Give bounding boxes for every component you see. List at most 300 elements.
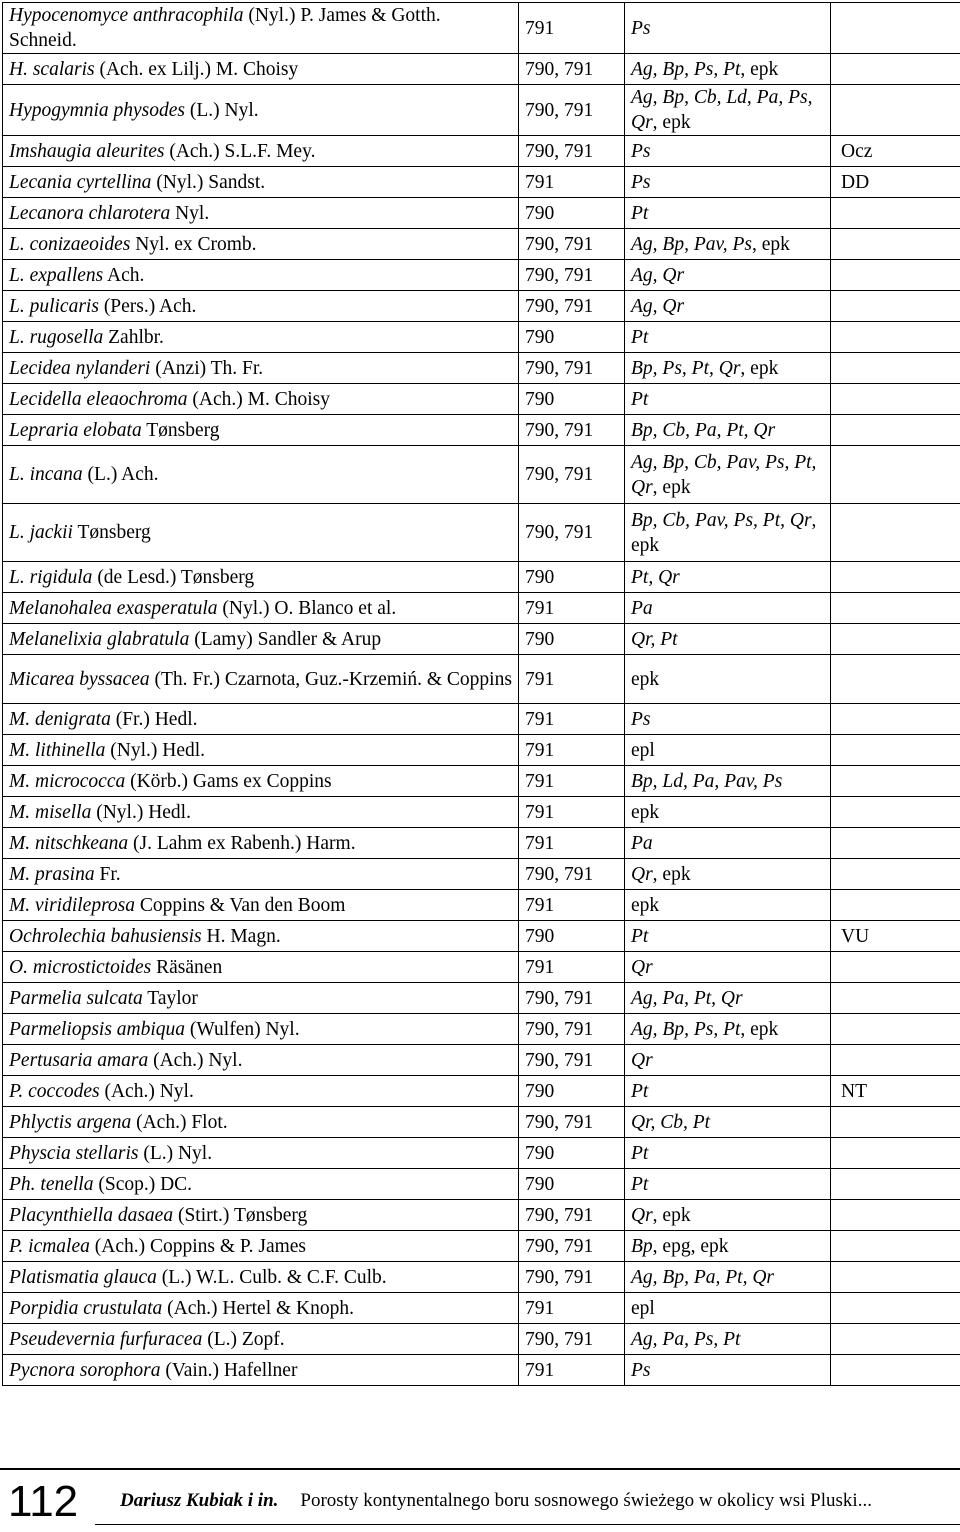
substrate-cell — [625, 1324, 831, 1355]
atpol-squares-cell: 790 — [519, 624, 625, 655]
table-row — [3, 704, 960, 735]
table-row — [3, 1014, 960, 1045]
species-name-cell — [3, 85, 519, 136]
substrate-cell — [625, 1200, 831, 1231]
species-epithet: L. rigidula — [9, 566, 93, 588]
author-citation: (de Lesd.) Tønsberg — [92, 566, 255, 588]
threat-status-cell — [831, 593, 960, 624]
species-epithet: Placynthiella dasaea — [9, 1204, 174, 1226]
species-epithet: M. denigrata — [9, 708, 111, 730]
species-name-cell — [3, 384, 519, 415]
species-epithet: Pycnora sorophora — [9, 1359, 161, 1381]
species-name-cell — [3, 229, 519, 260]
table-row — [3, 384, 960, 415]
species-name-cell — [3, 704, 519, 735]
species-name-cell — [3, 735, 519, 766]
table-row — [3, 353, 960, 384]
table-row — [3, 624, 960, 655]
substrate-text: Bp, Ps, Pt, Qr — [631, 357, 741, 379]
substrate-cell — [625, 921, 831, 952]
author-citation: (Anzi) Th. Fr. — [150, 357, 264, 379]
atpol-squares-cell: 790 — [519, 1138, 625, 1169]
author-citation: (L.) W.L. Culb. & C.F. Culb. — [156, 1266, 387, 1288]
substrate-text: Pt — [631, 1080, 649, 1102]
species-epithet: Lecanora chlarotera — [9, 202, 171, 224]
threat-status-cell — [831, 198, 960, 229]
atpol-squares-cell: 790, 791 — [519, 1324, 625, 1355]
author-citation: Fr. — [94, 863, 121, 885]
substrate-cell — [625, 890, 831, 921]
species-epithet: Lecidella eleaochroma — [9, 388, 188, 410]
species-epithet: Phlyctis argena — [9, 1111, 132, 1133]
threat-status-cell — [831, 1138, 960, 1169]
substrate-text: Bp, Cb, Pav, Ps, Pt, Qr — [631, 509, 812, 531]
atpol-squares-cell: 791 — [519, 593, 625, 624]
substrate-cell — [625, 593, 831, 624]
threat-status-cell — [831, 562, 960, 593]
species-name-cell — [3, 1324, 519, 1355]
substrate-text: Bp — [631, 1235, 653, 1257]
species-name-cell — [3, 562, 519, 593]
species-name-cell — [3, 1014, 519, 1045]
threat-status-cell — [831, 85, 960, 136]
substrate-text: Ps — [631, 171, 651, 193]
substrate-cell — [625, 859, 831, 890]
species-name-cell — [3, 983, 519, 1014]
table-row — [3, 983, 960, 1014]
atpol-squares-cell: 790, 791 — [519, 859, 625, 890]
species-table — [2, 2, 960, 1386]
substrate-cell — [625, 655, 831, 704]
species-epithet: O. microstictoides — [9, 956, 152, 978]
threat-status-cell — [831, 859, 960, 890]
threat-status-cell: VU — [831, 921, 960, 952]
author-citation: (Ach.) S.L.F. Mey. — [164, 140, 316, 162]
substrate-text: , epk — [740, 1018, 779, 1040]
table-row — [3, 1138, 960, 1169]
atpol-squares-cell: 790, 791 — [519, 1262, 625, 1293]
threat-status-cell — [831, 1355, 960, 1386]
page-number: 112 — [8, 1477, 79, 1526]
substrate-text: epk — [631, 894, 660, 916]
author-citation: (Ach.) M. Choisy — [187, 388, 330, 410]
table-row — [3, 593, 960, 624]
species-name-cell — [3, 198, 519, 229]
threat-status-cell — [831, 1169, 960, 1200]
species-epithet: Lepraria elobata — [9, 419, 142, 441]
author-citation: (J. Lahm ex Rabenh.) Harm. — [128, 832, 356, 854]
substrate-text: Pt — [631, 1142, 649, 1164]
species-name-cell — [3, 1262, 519, 1293]
species-epithet: Hypocenomyce anthracophila — [9, 5, 244, 26]
species-epithet: M. micrococca — [9, 770, 126, 792]
species-epithet: L. rugosella — [9, 326, 104, 348]
threat-status-cell: DD — [831, 167, 960, 198]
threat-status-cell — [831, 446, 960, 504]
substrate-text: Qr — [631, 1204, 653, 1226]
table-row — [3, 921, 960, 952]
author-citation: (Ach.) Coppins & P. James — [89, 1235, 307, 1257]
species-name-cell — [3, 766, 519, 797]
substrate-cell — [625, 167, 831, 198]
substrate-cell — [625, 1293, 831, 1324]
threat-status-cell — [831, 952, 960, 983]
atpol-squares-cell: 790, 791 — [519, 446, 625, 504]
author-citation: (Fr.) Hedl. — [110, 708, 198, 730]
atpol-squares-cell: 790, 791 — [519, 136, 625, 167]
atpol-squares-cell: 791 — [519, 766, 625, 797]
author-citation: (Nyl.) Hedl. — [91, 801, 191, 823]
species-name-cell — [3, 1231, 519, 1262]
species-name-cell — [3, 1200, 519, 1231]
author-citation: (Wulfen) Nyl. — [185, 1018, 300, 1040]
substrate-cell — [625, 828, 831, 859]
atpol-squares-cell: 791 — [519, 735, 625, 766]
substrate-text: Qr — [631, 956, 653, 978]
substrate-cell — [625, 54, 831, 85]
atpol-squares-cell: 790, 791 — [519, 54, 625, 85]
substrate-cell — [625, 353, 831, 384]
table-row — [3, 890, 960, 921]
species-name-cell — [3, 167, 519, 198]
table-row — [3, 1200, 960, 1231]
author-citation: Ach. — [103, 264, 145, 286]
running-footer — [120, 1490, 872, 1512]
substrate-cell — [625, 1014, 831, 1045]
species-epithet: Micarea byssacea — [9, 668, 150, 690]
substrate-cell — [625, 797, 831, 828]
species-epithet: M. misella — [9, 801, 92, 823]
atpol-squares-cell: 790, 791 — [519, 1045, 625, 1076]
threat-status-cell — [831, 54, 960, 85]
threat-status-cell — [831, 828, 960, 859]
substrate-cell — [625, 415, 831, 446]
species-table-body — [3, 3, 960, 1386]
atpol-squares-cell: 790 — [519, 1076, 625, 1107]
atpol-squares-cell: 790, 791 — [519, 1200, 625, 1231]
species-name-cell — [3, 1107, 519, 1138]
substrate-text: Pt — [631, 326, 649, 348]
substrate-text: Ag, Bp, Pa, Pt, Qr — [631, 1266, 774, 1288]
table-row — [3, 952, 960, 983]
atpol-squares-cell: 790 — [519, 322, 625, 353]
author-citation: Tønsberg — [72, 522, 151, 543]
author-citation: (Lamy) Sandler & Arup — [189, 628, 382, 650]
substrate-text: Ag, Pa, Pt, Qr — [631, 987, 743, 1009]
species-name-cell — [3, 797, 519, 828]
table-row — [3, 655, 960, 704]
atpol-squares-cell: 791 — [519, 167, 625, 198]
substrate-text: Pa — [631, 832, 653, 854]
substrate-text: Qr — [631, 863, 653, 885]
species-name-cell — [3, 504, 519, 562]
author-citation: Nyl. ex Cromb. — [130, 233, 257, 255]
substrate-cell — [625, 1262, 831, 1293]
substrate-cell — [625, 1231, 831, 1262]
atpol-squares-cell: 790, 791 — [519, 1107, 625, 1138]
species-epithet: Hypogymnia physodes — [9, 99, 186, 121]
substrate-cell — [625, 1355, 831, 1386]
species-name-cell — [3, 859, 519, 890]
substrate-text: Pt, Qr — [631, 566, 680, 588]
substrate-text: , epk — [631, 509, 817, 556]
substrate-cell — [625, 952, 831, 983]
substrate-text: , epg, epk — [652, 1235, 729, 1257]
atpol-squares-cell: 790, 791 — [519, 229, 625, 260]
substrate-text: Ps — [631, 17, 651, 39]
substrate-text: epk — [631, 801, 660, 823]
substrate-cell — [625, 504, 831, 562]
author-citation: (Ach.) Flot. — [131, 1111, 228, 1133]
table-row — [3, 1107, 960, 1138]
table-row — [3, 735, 960, 766]
substrate-cell — [625, 446, 831, 504]
substrate-text: Ag, Bp, Ps, Pt — [631, 1018, 741, 1040]
atpol-squares-cell: 791 — [519, 828, 625, 859]
author-citation: (L.) Nyl. — [185, 99, 259, 121]
substrate-text: epl — [631, 1297, 655, 1319]
atpol-squares-cell: 791 — [519, 3, 625, 54]
species-epithet: Lecidea nylanderi — [9, 357, 151, 379]
species-epithet: Parmelia sulcata — [9, 987, 143, 1009]
table-row — [3, 229, 960, 260]
species-epithet: L. jackii — [9, 522, 73, 543]
atpol-squares-cell: 791 — [519, 655, 625, 704]
table-row — [3, 1293, 960, 1324]
species-epithet: Parmeliopsis ambiqua — [9, 1018, 186, 1040]
author-citation: Räsänen — [151, 956, 223, 978]
substrate-cell — [625, 85, 831, 136]
table-row — [3, 859, 960, 890]
species-name-cell — [3, 1045, 519, 1076]
atpol-squares-cell: 790, 791 — [519, 291, 625, 322]
substrate-text: Bp, Ld, Pa, Pav, Ps — [631, 770, 783, 792]
species-name-cell — [3, 322, 519, 353]
threat-status-cell — [831, 353, 960, 384]
table-row — [3, 562, 960, 593]
species-epithet: P. coccodes — [9, 1080, 100, 1102]
species-epithet: L. pulicaris — [9, 295, 99, 317]
table-row — [3, 85, 960, 136]
threat-status-cell — [831, 1014, 960, 1045]
author-citation: (Körb.) Gams ex Coppins — [125, 770, 332, 792]
threat-status-cell — [831, 735, 960, 766]
threat-status-cell — [831, 504, 960, 562]
author-citation: (Vain.) Hafellner — [160, 1359, 298, 1381]
threat-status-cell — [831, 1262, 960, 1293]
threat-status-cell — [831, 1045, 960, 1076]
table-row — [3, 797, 960, 828]
substrate-text: epl — [631, 739, 655, 761]
substrate-text: Pt — [631, 388, 649, 410]
species-name-cell — [3, 1169, 519, 1200]
table-row — [3, 1324, 960, 1355]
substrate-text: Qr, Pt — [631, 628, 678, 650]
species-epithet: M. viridileprosa — [9, 894, 136, 916]
table-row — [3, 136, 960, 167]
species-epithet: M. lithinella — [9, 739, 106, 761]
species-epithet: Ochrolechia bahusiensis — [9, 925, 202, 947]
substrate-cell — [625, 983, 831, 1014]
threat-status-cell — [831, 384, 960, 415]
substrate-cell — [625, 291, 831, 322]
species-epithet: Physcia stellaris — [9, 1142, 139, 1164]
species-epithet: L. conizaeoides — [9, 233, 131, 255]
substrate-text: Ag, Bp, Ps, Pt — [631, 58, 741, 80]
substrate-text: , epk — [740, 58, 779, 80]
atpol-squares-cell: 790, 791 — [519, 983, 625, 1014]
atpol-squares-cell: 791 — [519, 1293, 625, 1324]
table-row — [3, 54, 960, 85]
author-citation: (Scop.) DC. — [93, 1173, 193, 1195]
substrate-cell — [625, 322, 831, 353]
author-citation: Zahlbr. — [103, 326, 164, 348]
substrate-cell — [625, 704, 831, 735]
substrate-cell — [625, 229, 831, 260]
atpol-squares-cell: 790 — [519, 384, 625, 415]
species-name-cell — [3, 353, 519, 384]
author-citation: (L.) Ach. — [82, 464, 159, 485]
threat-status-cell — [831, 1107, 960, 1138]
substrate-cell — [625, 1107, 831, 1138]
author-citation: (Pers.) Ach. — [98, 295, 197, 317]
species-epithet: Melanohalea exasperatula — [9, 597, 218, 619]
author-citation: Tønsberg — [141, 419, 220, 441]
table-row — [3, 3, 960, 54]
substrate-text: , epk — [740, 357, 779, 379]
species-epithet: L. expallens — [9, 264, 104, 286]
author-citation: (Ach.) Nyl. — [99, 1080, 194, 1102]
species-epithet: Ph. tenella — [9, 1173, 94, 1195]
threat-status-cell — [831, 260, 960, 291]
atpol-squares-cell: 790 — [519, 562, 625, 593]
author-citation: (Ach. ex Lilj.) M. Choisy — [94, 58, 299, 80]
author-citation: (L.) Nyl. — [138, 1142, 213, 1164]
threat-status-cell — [831, 1293, 960, 1324]
threat-status-cell — [831, 983, 960, 1014]
species-name-cell — [3, 260, 519, 291]
table-row — [3, 766, 960, 797]
species-name-cell — [3, 136, 519, 167]
table-row — [3, 415, 960, 446]
atpol-squares-cell: 790 — [519, 921, 625, 952]
species-epithet: Pseudevernia furfuracea — [9, 1328, 203, 1350]
substrate-text: Ag, Pa, Ps, Pt — [631, 1328, 741, 1350]
substrate-cell — [625, 3, 831, 54]
substrate-text: Pt — [631, 925, 649, 947]
threat-status-cell — [831, 322, 960, 353]
substrate-cell — [625, 1169, 831, 1200]
substrate-text: Ps — [631, 1359, 651, 1381]
species-name-cell — [3, 952, 519, 983]
table-row — [3, 1076, 960, 1107]
substrate-text: Pt — [631, 1173, 649, 1195]
author-citation: Nyl. — [170, 202, 210, 224]
threat-status-cell — [831, 1200, 960, 1231]
table-row — [3, 446, 960, 504]
threat-status-cell — [831, 291, 960, 322]
atpol-squares-cell: 791 — [519, 797, 625, 828]
substrate-text: Ag, Bp, Pav, Ps — [631, 233, 752, 255]
species-epithet: Melanelixia glabratula — [9, 628, 190, 650]
substrate-text: , epk — [652, 863, 691, 885]
table-row — [3, 322, 960, 353]
species-name-cell — [3, 593, 519, 624]
table-row — [3, 1231, 960, 1262]
author-citation: (Stirt.) Tønsberg — [173, 1204, 308, 1226]
substrate-cell — [625, 1076, 831, 1107]
footer-rule-top — [0, 1468, 960, 1470]
species-name-cell — [3, 54, 519, 85]
threat-status-cell — [831, 655, 960, 704]
threat-status-cell — [831, 766, 960, 797]
atpol-squares-cell: 790, 791 — [519, 504, 625, 562]
species-epithet: Pertusaria amara — [9, 1049, 149, 1071]
author-citation: (Nyl.) Hedl. — [105, 739, 206, 761]
threat-status-cell: NT — [831, 1076, 960, 1107]
author-citation: (Ach.) Nyl. — [148, 1049, 243, 1071]
species-epithet: Lecania cyrtellina — [9, 171, 152, 193]
threat-status-cell — [831, 890, 960, 921]
substrate-text: Bp, Cb, Pa, Pt, Qr — [631, 419, 776, 441]
species-name-cell — [3, 1138, 519, 1169]
threat-status-cell — [831, 3, 960, 54]
substrate-cell — [625, 260, 831, 291]
substrate-text: epk — [631, 668, 660, 690]
author-citation: (Nyl.) P. James & Gotth. Schneid. — [9, 5, 441, 51]
threat-status-cell: Ocz — [831, 136, 960, 167]
threat-status-cell — [831, 797, 960, 828]
atpol-squares-cell: 790, 791 — [519, 353, 625, 384]
species-epithet: Imshaugia aleurites — [9, 140, 165, 162]
substrate-cell — [625, 1138, 831, 1169]
atpol-squares-cell: 790, 791 — [519, 85, 625, 136]
species-name-cell — [3, 828, 519, 859]
table-row — [3, 504, 960, 562]
atpol-squares-cell: 790, 791 — [519, 415, 625, 446]
species-name-cell — [3, 446, 519, 504]
species-name-cell — [3, 624, 519, 655]
substrate-text: Ag, Qr — [631, 264, 685, 286]
species-epithet: M. nitschkeana — [9, 832, 129, 854]
species-epithet: P. icmalea — [9, 1235, 90, 1257]
atpol-squares-cell: 790, 791 — [519, 1014, 625, 1045]
species-name-cell — [3, 1355, 519, 1386]
atpol-squares-cell: 791 — [519, 890, 625, 921]
substrate-cell — [625, 136, 831, 167]
author-citation: Taylor — [142, 987, 198, 1009]
author-citation: (L.) Zopf. — [202, 1328, 285, 1350]
footer-author: Dariusz Kubiak i in. — [120, 1490, 279, 1511]
substrate-text: , epk — [652, 1204, 691, 1226]
footer-title: Porosty kontynentalnego boru sosnowego świeżego w okolicy wsi Pluski... — [300, 1490, 872, 1511]
atpol-squares-cell: 790 — [519, 1169, 625, 1200]
substrate-text: , epk — [751, 233, 790, 255]
table-row — [3, 1355, 960, 1386]
species-name-cell — [3, 291, 519, 322]
species-name-cell — [3, 415, 519, 446]
author-citation: Coppins & Van den Boom — [135, 894, 346, 916]
substrate-text: Ag, Bp, Cb, Pav, Ps, Pt, Qr — [631, 451, 817, 498]
substrate-text: Pt — [631, 202, 649, 224]
substrate-text: , epk — [652, 112, 691, 133]
species-name-cell — [3, 1293, 519, 1324]
substrate-text: Qr, Cb, Pt — [631, 1111, 711, 1133]
atpol-squares-cell: 791 — [519, 1355, 625, 1386]
author-citation: (Ach.) Hertel & Knoph. — [162, 1297, 354, 1319]
species-name-cell — [3, 921, 519, 952]
author-citation: (Nyl.) O. Blanco et al. — [217, 597, 397, 619]
